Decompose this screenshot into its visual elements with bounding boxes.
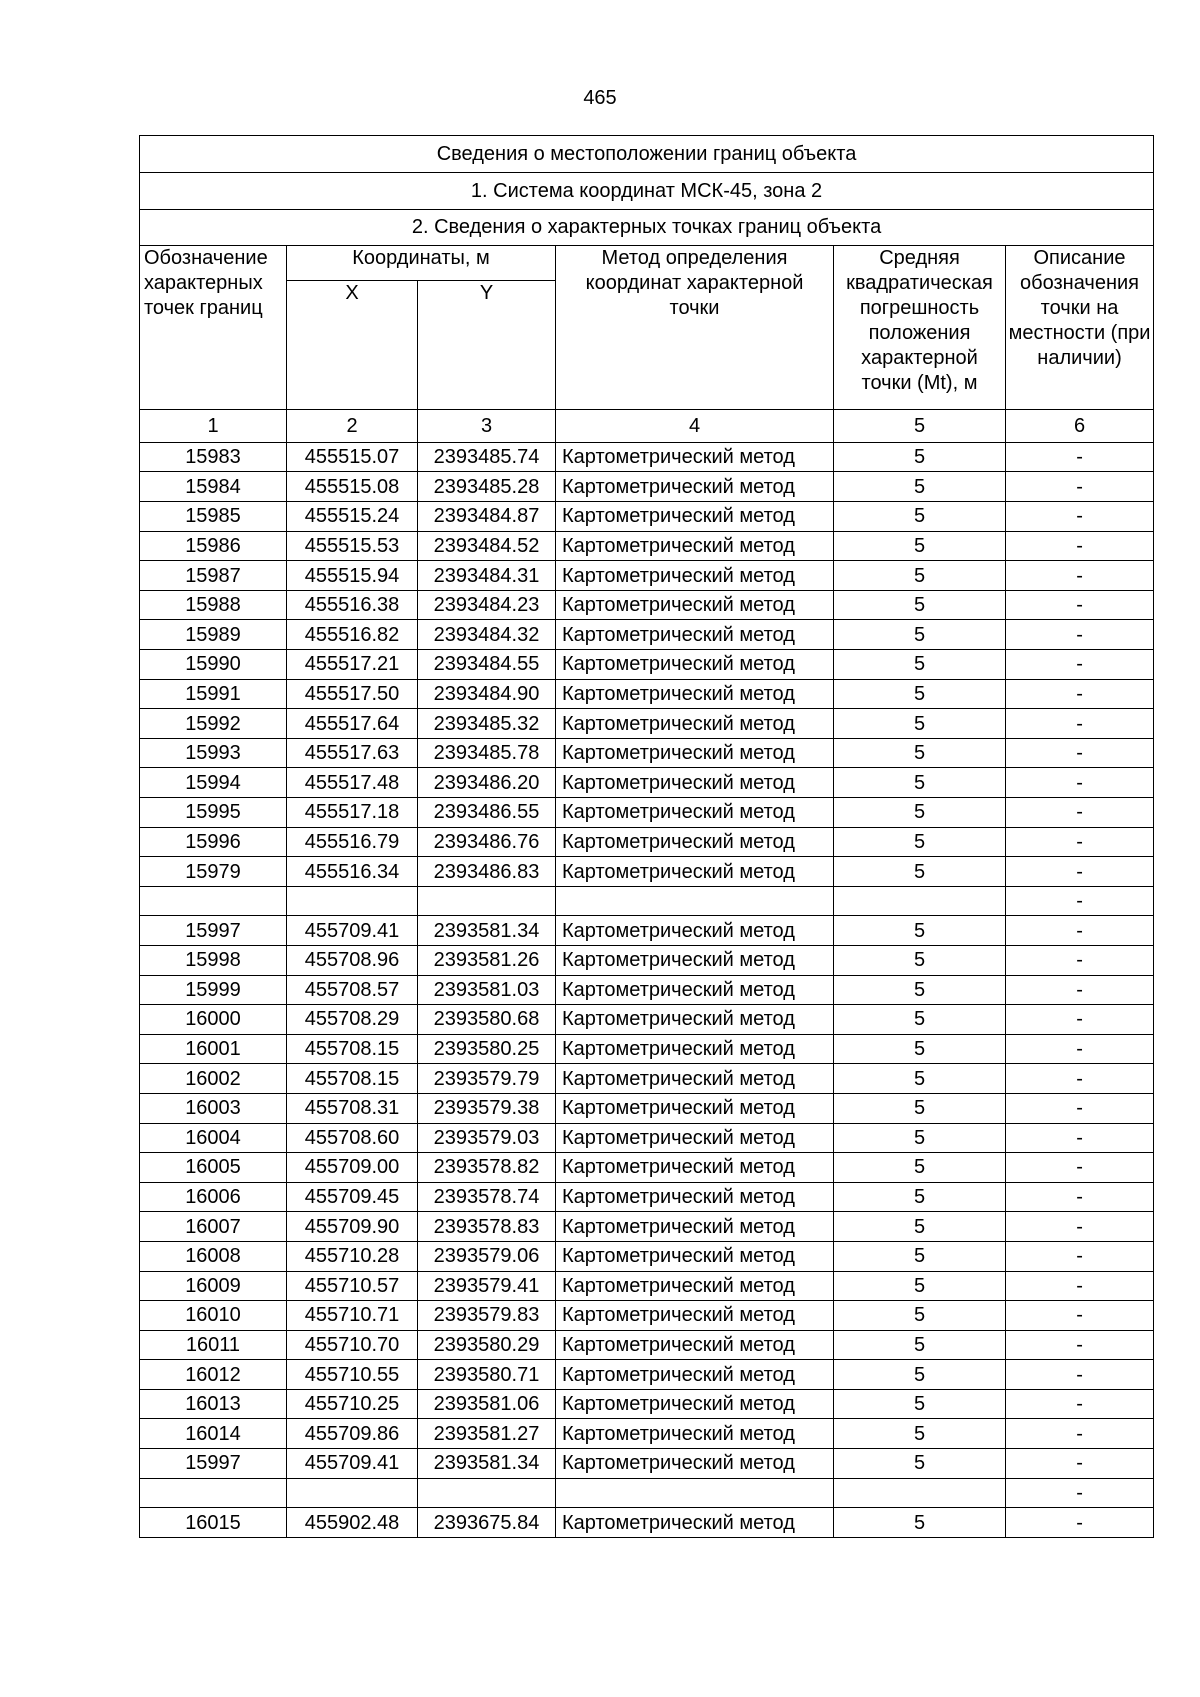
header-y: Y bbox=[418, 280, 556, 409]
page-number: 465 bbox=[583, 87, 617, 109]
header-description: Описание обозначения точки на местности (при наличии) bbox=[1006, 246, 1154, 410]
cell-error: 5 bbox=[834, 916, 1006, 946]
cell-error: 5 bbox=[834, 472, 1006, 502]
cell-x: 455709.41 bbox=[287, 1449, 418, 1479]
cell-x: 455708.57 bbox=[287, 975, 418, 1005]
cell-error: 5 bbox=[834, 975, 1006, 1005]
cell-point-id: 16009 bbox=[140, 1271, 287, 1301]
cell-method: Картометрический метод bbox=[556, 798, 834, 828]
table-row bbox=[140, 1360, 1154, 1390]
cell-point-id: 16015 bbox=[140, 1508, 287, 1538]
table-title-row bbox=[140, 136, 1154, 173]
cell-error: 5 bbox=[834, 679, 1006, 709]
cell-y: 2393579.06 bbox=[418, 1241, 556, 1271]
cell-point-id: 15993 bbox=[140, 738, 287, 768]
cell-point-id: 15988 bbox=[140, 590, 287, 620]
cell-x: 455710.25 bbox=[287, 1389, 418, 1419]
table-row bbox=[140, 975, 1154, 1005]
cell-method: Картометрический метод bbox=[556, 945, 834, 975]
cell-method: Картометрический метод bbox=[556, 1389, 834, 1419]
cell-y: 2393485.78 bbox=[418, 738, 556, 768]
cell-method: Картометрический метод bbox=[556, 472, 834, 502]
cell-x: 455708.60 bbox=[287, 1123, 418, 1153]
cell-method: Картометрический метод bbox=[556, 502, 834, 532]
cell-description: - bbox=[1006, 502, 1154, 532]
cell-x: 455708.96 bbox=[287, 945, 418, 975]
cell-y bbox=[418, 886, 556, 916]
table-row bbox=[140, 1389, 1154, 1419]
table-row bbox=[140, 679, 1154, 709]
cell-x: 455517.18 bbox=[287, 798, 418, 828]
cell-y: 2393484.87 bbox=[418, 502, 556, 532]
table-row bbox=[140, 1182, 1154, 1212]
cell-description: - bbox=[1006, 1182, 1154, 1212]
cell-x: 455709.86 bbox=[287, 1419, 418, 1449]
cell-y: 2393581.03 bbox=[418, 975, 556, 1005]
coordinate-system: 1. Система координат МСК-45, зона 2 bbox=[140, 172, 1154, 209]
cell-error: 5 bbox=[834, 590, 1006, 620]
table-row bbox=[140, 916, 1154, 946]
cell-method: Картометрический метод bbox=[556, 650, 834, 680]
cell-point-id bbox=[140, 886, 287, 916]
cell-x: 455709.41 bbox=[287, 916, 418, 946]
cell-x: 455517.64 bbox=[287, 709, 418, 739]
cell-method: Картометрический метод bbox=[556, 1005, 834, 1035]
cell-y: 2393486.20 bbox=[418, 768, 556, 798]
cell-y: 2393485.74 bbox=[418, 442, 556, 472]
cell-description: - bbox=[1006, 1389, 1154, 1419]
cell-point-id: 15996 bbox=[140, 827, 287, 857]
cell-point-id: 15984 bbox=[140, 472, 287, 502]
table-row bbox=[140, 1064, 1154, 1094]
table-row bbox=[140, 620, 1154, 650]
cell-description: - bbox=[1006, 945, 1154, 975]
cell-y: 2393579.79 bbox=[418, 1064, 556, 1094]
cell-error: 5 bbox=[834, 1212, 1006, 1242]
cell-error: 5 bbox=[834, 1005, 1006, 1035]
cell-error: 5 bbox=[834, 561, 1006, 591]
cell-description: - bbox=[1006, 738, 1154, 768]
table-row bbox=[140, 1093, 1154, 1123]
cell-x: 455710.71 bbox=[287, 1301, 418, 1331]
cell-method: Картометрический метод bbox=[556, 975, 834, 1005]
column-number: 5 bbox=[834, 409, 1006, 442]
table-row bbox=[140, 886, 1154, 916]
cell-y: 2393580.71 bbox=[418, 1360, 556, 1390]
coordinate-system-row bbox=[140, 172, 1154, 209]
cell-error: 5 bbox=[834, 1182, 1006, 1212]
column-number: 4 bbox=[556, 409, 834, 442]
cell-error: 5 bbox=[834, 1360, 1006, 1390]
cell-error: 5 bbox=[834, 1123, 1006, 1153]
table-row bbox=[140, 590, 1154, 620]
cell-x: 455516.38 bbox=[287, 590, 418, 620]
cell-point-id: 16012 bbox=[140, 1360, 287, 1390]
cell-method: Картометрический метод bbox=[556, 620, 834, 650]
cell-point-id: 16005 bbox=[140, 1153, 287, 1183]
cell-x: 455710.55 bbox=[287, 1360, 418, 1390]
cell-point-id: 15986 bbox=[140, 531, 287, 561]
cell-y: 2393578.74 bbox=[418, 1182, 556, 1212]
cell-description: - bbox=[1006, 857, 1154, 887]
section-title-row bbox=[140, 209, 1154, 246]
cell-method: Картометрический метод bbox=[556, 590, 834, 620]
table-row bbox=[140, 1330, 1154, 1360]
table-row bbox=[140, 472, 1154, 502]
table-row bbox=[140, 531, 1154, 561]
table-row bbox=[140, 1419, 1154, 1449]
cell-point-id: 15979 bbox=[140, 857, 287, 887]
cell-y: 2393581.06 bbox=[418, 1389, 556, 1419]
cell-x: 455517.50 bbox=[287, 679, 418, 709]
table-row bbox=[140, 798, 1154, 828]
header-method: Метод определения координат характерной точки bbox=[556, 246, 834, 410]
table-row bbox=[140, 1153, 1154, 1183]
cell-description: - bbox=[1006, 561, 1154, 591]
cell-x: 455517.63 bbox=[287, 738, 418, 768]
cell-point-id: 15995 bbox=[140, 798, 287, 828]
cell-point-id: 15994 bbox=[140, 768, 287, 798]
cell-method: Картометрический метод bbox=[556, 679, 834, 709]
cell-y: 2393675.84 bbox=[418, 1508, 556, 1538]
cell-x: 455517.21 bbox=[287, 650, 418, 680]
cell-error: 5 bbox=[834, 650, 1006, 680]
cell-description: - bbox=[1006, 1153, 1154, 1183]
cell-method: Картометрический метод bbox=[556, 1271, 834, 1301]
cell-error: 5 bbox=[834, 1508, 1006, 1538]
cell-error: 5 bbox=[834, 768, 1006, 798]
cell-method: Картометрический метод bbox=[556, 1330, 834, 1360]
cell-error: 5 bbox=[834, 827, 1006, 857]
cell-description: - bbox=[1006, 1360, 1154, 1390]
cell-method: Картометрический метод bbox=[556, 916, 834, 946]
cell-x: 455515.07 bbox=[287, 442, 418, 472]
cell-x: 455902.48 bbox=[287, 1508, 418, 1538]
header-row bbox=[140, 246, 1154, 281]
cell-x: 455708.31 bbox=[287, 1093, 418, 1123]
cell-error: 5 bbox=[834, 1153, 1006, 1183]
table-row bbox=[140, 1508, 1154, 1538]
cell-method: Картометрический метод bbox=[556, 1449, 834, 1479]
cell-y: 2393484.23 bbox=[418, 590, 556, 620]
cell-error: 5 bbox=[834, 1389, 1006, 1419]
header-coordinates: Координаты, м bbox=[287, 246, 556, 281]
cell-error bbox=[834, 1478, 1006, 1508]
cell-description: - bbox=[1006, 1271, 1154, 1301]
cell-method: Картометрический метод bbox=[556, 1064, 834, 1094]
cell-x: 455708.15 bbox=[287, 1034, 418, 1064]
cell-error: 5 bbox=[834, 531, 1006, 561]
cell-y: 2393580.68 bbox=[418, 1005, 556, 1035]
cell-y: 2393486.55 bbox=[418, 798, 556, 828]
table-row bbox=[140, 1301, 1154, 1331]
cell-point-id: 15999 bbox=[140, 975, 287, 1005]
header-point: Обозначение характерных точек границ bbox=[140, 246, 287, 410]
table-row bbox=[140, 1478, 1154, 1508]
header-x: X bbox=[287, 280, 418, 409]
table-row bbox=[140, 1449, 1154, 1479]
table-row bbox=[140, 502, 1154, 532]
cell-description: - bbox=[1006, 620, 1154, 650]
cell-y: 2393484.52 bbox=[418, 531, 556, 561]
cell-method bbox=[556, 1478, 834, 1508]
cell-y: 2393485.32 bbox=[418, 709, 556, 739]
cell-description: - bbox=[1006, 975, 1154, 1005]
cell-x: 455515.94 bbox=[287, 561, 418, 591]
column-number: 6 bbox=[1006, 409, 1154, 442]
cell-point-id: 16013 bbox=[140, 1389, 287, 1419]
cell-description: - bbox=[1006, 1093, 1154, 1123]
cell-point-id: 16002 bbox=[140, 1064, 287, 1094]
cell-method: Картометрический метод bbox=[556, 442, 834, 472]
cell-method: Картометрический метод bbox=[556, 1123, 834, 1153]
cell-method: Картометрический метод bbox=[556, 1153, 834, 1183]
column-number: 1 bbox=[140, 409, 287, 442]
cell-method: Картометрический метод bbox=[556, 531, 834, 561]
table-row bbox=[140, 709, 1154, 739]
cell-description: - bbox=[1006, 827, 1154, 857]
cell-y: 2393581.34 bbox=[418, 1449, 556, 1479]
cell-x: 455709.90 bbox=[287, 1212, 418, 1242]
cell-point-id: 15987 bbox=[140, 561, 287, 591]
column-number: 2 bbox=[287, 409, 418, 442]
cell-error: 5 bbox=[834, 945, 1006, 975]
cell-error: 5 bbox=[834, 1034, 1006, 1064]
cell-x: 455708.29 bbox=[287, 1005, 418, 1035]
cell-error: 5 bbox=[834, 857, 1006, 887]
cell-error: 5 bbox=[834, 738, 1006, 768]
table-row bbox=[140, 857, 1154, 887]
cell-point-id: 15997 bbox=[140, 916, 287, 946]
cell-point-id: 16003 bbox=[140, 1093, 287, 1123]
cell-y bbox=[418, 1478, 556, 1508]
cell-method: Картометрический метод bbox=[556, 1301, 834, 1331]
cell-x: 455515.24 bbox=[287, 502, 418, 532]
cell-description: - bbox=[1006, 1123, 1154, 1153]
cell-method: Картометрический метод bbox=[556, 1241, 834, 1271]
cell-description: - bbox=[1006, 886, 1154, 916]
table-row bbox=[140, 1271, 1154, 1301]
cell-error: 5 bbox=[834, 442, 1006, 472]
cell-x: 455710.57 bbox=[287, 1271, 418, 1301]
cell-method: Картометрический метод bbox=[556, 1212, 834, 1242]
cell-x: 455708.15 bbox=[287, 1064, 418, 1094]
cell-point-id: 15985 bbox=[140, 502, 287, 532]
cell-method: Картометрический метод bbox=[556, 1034, 834, 1064]
cell-method: Картометрический метод bbox=[556, 1182, 834, 1212]
cell-y: 2393579.41 bbox=[418, 1271, 556, 1301]
cell-point-id: 15989 bbox=[140, 620, 287, 650]
cell-description: - bbox=[1006, 1478, 1154, 1508]
cell-point-id: 16014 bbox=[140, 1419, 287, 1449]
cell-point-id: 15997 bbox=[140, 1449, 287, 1479]
cell-point-id: 15992 bbox=[140, 709, 287, 739]
cell-x: 455515.08 bbox=[287, 472, 418, 502]
table-row bbox=[140, 1123, 1154, 1153]
cell-point-id: 16001 bbox=[140, 1034, 287, 1064]
cell-x bbox=[287, 886, 418, 916]
boundary-points-table bbox=[139, 135, 1154, 1538]
table-row bbox=[140, 1005, 1154, 1035]
cell-error: 5 bbox=[834, 1093, 1006, 1123]
table-row bbox=[140, 1241, 1154, 1271]
cell-error: 5 bbox=[834, 798, 1006, 828]
cell-description: - bbox=[1006, 1301, 1154, 1331]
cell-description: - bbox=[1006, 1508, 1154, 1538]
cell-error: 5 bbox=[834, 1419, 1006, 1449]
table-title: Сведения о местоположении границ объекта bbox=[140, 136, 1154, 173]
section-title: 2. Сведения о характерных точках границ объекта bbox=[140, 209, 1154, 246]
cell-method: Картометрический метод bbox=[556, 827, 834, 857]
cell-description: - bbox=[1006, 916, 1154, 946]
cell-error: 5 bbox=[834, 1301, 1006, 1331]
column-number-row bbox=[140, 409, 1154, 442]
cell-y: 2393580.25 bbox=[418, 1034, 556, 1064]
cell-description: - bbox=[1006, 798, 1154, 828]
cell-y: 2393484.32 bbox=[418, 620, 556, 650]
cell-description: - bbox=[1006, 1212, 1154, 1242]
table-row bbox=[140, 1212, 1154, 1242]
cell-method: Картометрический метод bbox=[556, 1508, 834, 1538]
cell-error bbox=[834, 886, 1006, 916]
table-row bbox=[140, 738, 1154, 768]
cell-point-id bbox=[140, 1478, 287, 1508]
table-row bbox=[140, 650, 1154, 680]
cell-error: 5 bbox=[834, 620, 1006, 650]
cell-error: 5 bbox=[834, 1064, 1006, 1094]
table-row bbox=[140, 442, 1154, 472]
cell-point-id: 15990 bbox=[140, 650, 287, 680]
cell-method: Картометрический метод bbox=[556, 709, 834, 739]
table-row bbox=[140, 1034, 1154, 1064]
cell-method: Картометрический метод bbox=[556, 857, 834, 887]
table-row bbox=[140, 561, 1154, 591]
cell-y: 2393486.83 bbox=[418, 857, 556, 887]
column-number: 3 bbox=[418, 409, 556, 442]
cell-y: 2393579.83 bbox=[418, 1301, 556, 1331]
cell-x: 455515.53 bbox=[287, 531, 418, 561]
cell-point-id: 16008 bbox=[140, 1241, 287, 1271]
cell-description: - bbox=[1006, 768, 1154, 798]
cell-point-id: 15983 bbox=[140, 442, 287, 472]
cell-method: Картометрический метод bbox=[556, 1093, 834, 1123]
cell-description: - bbox=[1006, 709, 1154, 739]
cell-description: - bbox=[1006, 1034, 1154, 1064]
table-row bbox=[140, 827, 1154, 857]
cell-x: 455710.28 bbox=[287, 1241, 418, 1271]
cell-method: Картометрический метод bbox=[556, 561, 834, 591]
cell-y: 2393484.55 bbox=[418, 650, 556, 680]
cell-method: Картометрический метод bbox=[556, 738, 834, 768]
cell-method: Картометрический метод bbox=[556, 1419, 834, 1449]
cell-y: 2393580.29 bbox=[418, 1330, 556, 1360]
cell-description: - bbox=[1006, 1241, 1154, 1271]
cell-description: - bbox=[1006, 1064, 1154, 1094]
cell-y: 2393579.03 bbox=[418, 1123, 556, 1153]
cell-error: 5 bbox=[834, 1449, 1006, 1479]
header-error: Средняя квадратическая погрешность положения характерной точки (Mt), м bbox=[834, 246, 1006, 410]
cell-point-id: 15998 bbox=[140, 945, 287, 975]
cell-x: 455709.00 bbox=[287, 1153, 418, 1183]
cell-description: - bbox=[1006, 650, 1154, 680]
cell-point-id: 16010 bbox=[140, 1301, 287, 1331]
cell-point-id: 16007 bbox=[140, 1212, 287, 1242]
cell-y: 2393581.26 bbox=[418, 945, 556, 975]
cell-error: 5 bbox=[834, 1271, 1006, 1301]
cell-y: 2393581.34 bbox=[418, 916, 556, 946]
cell-point-id: 16006 bbox=[140, 1182, 287, 1212]
cell-description: - bbox=[1006, 531, 1154, 561]
cell-y: 2393578.83 bbox=[418, 1212, 556, 1242]
cell-y: 2393581.27 bbox=[418, 1419, 556, 1449]
cell-x: 455709.45 bbox=[287, 1182, 418, 1212]
cell-description: - bbox=[1006, 1449, 1154, 1479]
cell-y: 2393484.90 bbox=[418, 679, 556, 709]
cell-y: 2393579.38 bbox=[418, 1093, 556, 1123]
cell-point-id: 16000 bbox=[140, 1005, 287, 1035]
cell-description: - bbox=[1006, 442, 1154, 472]
cell-error: 5 bbox=[834, 709, 1006, 739]
cell-description: - bbox=[1006, 1330, 1154, 1360]
cell-description: - bbox=[1006, 1005, 1154, 1035]
cell-x: 455516.82 bbox=[287, 620, 418, 650]
cell-description: - bbox=[1006, 679, 1154, 709]
cell-error: 5 bbox=[834, 502, 1006, 532]
cell-x: 455710.70 bbox=[287, 1330, 418, 1360]
cell-y: 2393486.76 bbox=[418, 827, 556, 857]
table-row bbox=[140, 768, 1154, 798]
table-row bbox=[140, 945, 1154, 975]
cell-point-id: 16004 bbox=[140, 1123, 287, 1153]
cell-method bbox=[556, 886, 834, 916]
cell-description: - bbox=[1006, 590, 1154, 620]
cell-x: 455517.48 bbox=[287, 768, 418, 798]
cell-y: 2393485.28 bbox=[418, 472, 556, 502]
cell-method: Картометрический метод bbox=[556, 1360, 834, 1390]
cell-x bbox=[287, 1478, 418, 1508]
cell-x: 455516.79 bbox=[287, 827, 418, 857]
cell-description: - bbox=[1006, 1419, 1154, 1449]
cell-error: 5 bbox=[834, 1241, 1006, 1271]
cell-x: 455516.34 bbox=[287, 857, 418, 887]
cell-y: 2393484.31 bbox=[418, 561, 556, 591]
cell-method: Картометрический метод bbox=[556, 768, 834, 798]
cell-point-id: 16011 bbox=[140, 1330, 287, 1360]
cell-description: - bbox=[1006, 472, 1154, 502]
cell-point-id: 15991 bbox=[140, 679, 287, 709]
cell-y: 2393578.82 bbox=[418, 1153, 556, 1183]
cell-error: 5 bbox=[834, 1330, 1006, 1360]
